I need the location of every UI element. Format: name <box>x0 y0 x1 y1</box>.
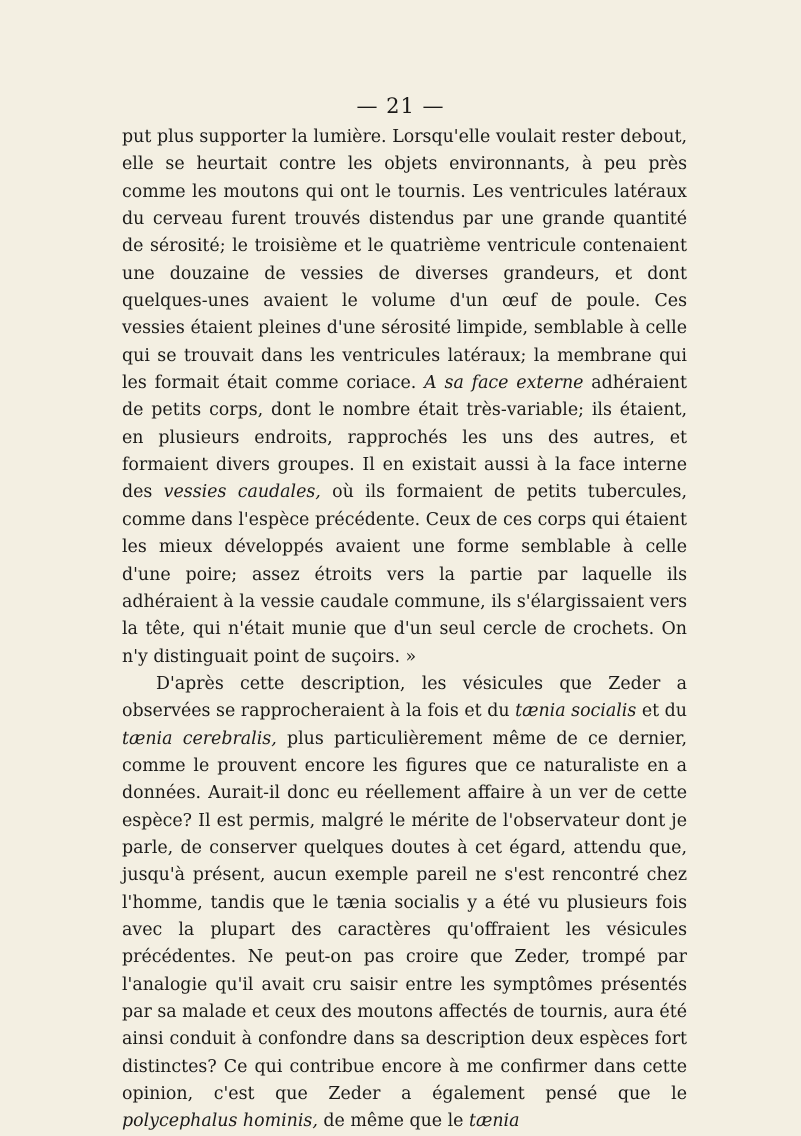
text-segment: de même que le <box>317 1111 469 1132</box>
italic-text: A sa face externe <box>424 373 584 394</box>
text-segment: put plus supporter la lumière. Lorsqu'elle voulait rester debout, elle se heurtait contre les objets environnants, à peu près comme les moutons qui ont le tournis. Les ventricules latéraux du cerveau furent trouvés distendus par une grande quantité de sérosité; le troisième et le quatrième ventricule contenaient une douzaine de vessies de diverses grandeurs, et dont quelques-unes avaient le volume d'un œuf de poule. Ces vessies étaient pleines d'une sérosité limpide, semblable à celle qui se trouvait dans les ventricules latéraux; la membrane qui les formait était comme coriace. <box>122 127 687 394</box>
text-segment: plus particulièrement même de ce dernier, comme le prouvent encore les figures que ce naturaliste en a données. Aurait-il donc eu réellement affaire à un ver de cette espèce? Il est permis, malgré le mérite de l'observateur dont je parle, de conserver quelques doutes à cet égard, attendu que, jusqu'à présent, aucun exemple pareil ne s'est rencontré chez l'homme, tandis que le tænia socialis y a été vu plusieurs fois avec la plupart des caractères qu'offraient les vésicules précédentes. Ne peut-on pas croire que Zeder, trompé par l'analogie qu'il avait cru saisir entre les symptômes présentés par sa malade et ceux des moutons affectés de tournis, aura été ainsi conduit à confondre dans sa description deux espèces fort distinctes? Ce qui contribue encore à me confirmer dans cette opinion, c'est que Zeder a également pensé que le <box>122 728 687 1105</box>
italic-text: vessies caudales, <box>163 482 321 503</box>
text-segment: où ils formaient de petits tubercules, comme dans l'espèce précédente. Ceux de ces corps qui étaient les mieux développés avaient une forme semblable à celle d'une poire; assez étroits vers la partie par laquelle ils adhéraient à la vessie caudale commune, ils s'élargissaient vers la tête, qui n'était munie que d'un seul cercle de crochets. On n'y distinguait point de suçoirs. » <box>122 482 687 667</box>
page-number: — 21 — <box>356 94 445 118</box>
italic-text: polycephalus hominis, <box>122 1111 318 1132</box>
body-text <box>122 124 687 1136</box>
text-segment: et du <box>636 701 687 722</box>
text-segment: D'après cette description, les vésicules que Zeder a observées se rapprocheraient à la fois et du <box>122 673 687 722</box>
italic-text: tænia <box>468 1111 520 1132</box>
text-segment: adhéraient de petits corps, dont le nombre était très-variable; ils étaient, en plusieurs endroits, rapprochés les uns des autres, et formaient divers groupes. Il en existait aussi à la face interne des <box>122 373 687 503</box>
italic-text: tænia cerebralis, <box>122 728 277 749</box>
paragraph <box>122 671 687 1136</box>
paragraph <box>122 124 687 671</box>
italic-text: tænia socialis <box>515 701 637 722</box>
